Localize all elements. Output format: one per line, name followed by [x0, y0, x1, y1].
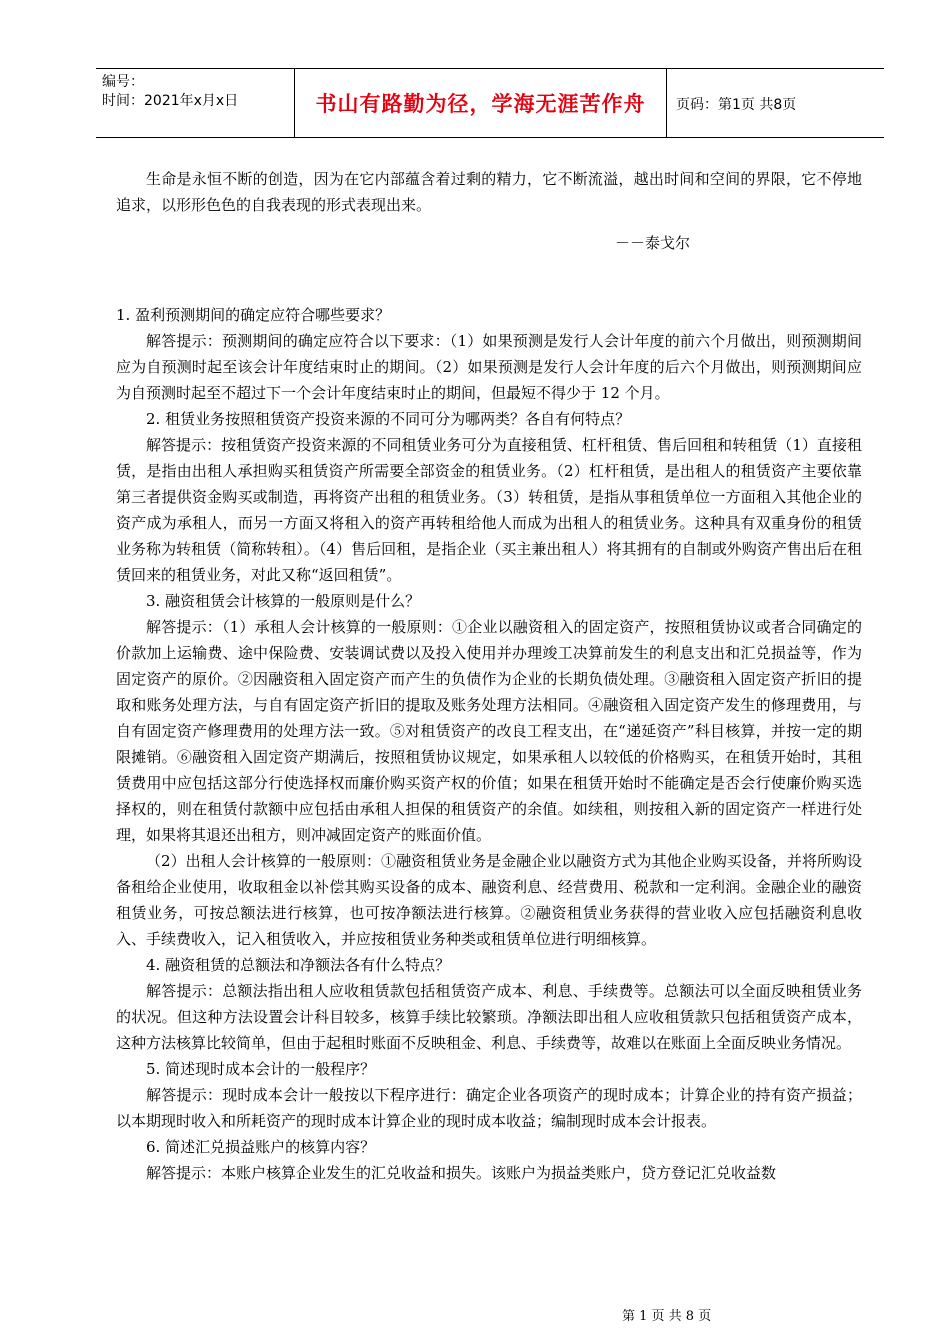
header-motto: 书山有路勤为径，学海无涯苦作舟: [315, 92, 646, 116]
answer-paragraph: 解答提示：现时成本会计一般按以下程序进行：确定企业各项资产的现时成本；计算企业的持有资产损益；以本期现时收入和所耗资产的现时成本计算企业的现时成本收益；编制现时成本会计报表。: [116, 1086, 862, 1130]
answer-paragraph: 解答提示：总额法指出租人应收租赁款包括租赁资产成本、利息、手续费等。总额法可以全面反映租赁业务的状况。但这种方法设置会计科目较多，核算手续比较繁琐。净额法即出租人应收租赁款只包括租赁资产成本，这种方法核算比较简单，但由于起租时账面不反映租金、利息、手续费等，故难以在账面上全面反映业务情况。: [116, 982, 862, 1052]
footer-page-number: 第 1 页 共 8 页: [622, 1309, 712, 1324]
answer-paragraph: 解答提示：本账户核算企业发生的汇兑收益和损失。该账户为损益类账户，贷方登记汇兑收益数: [146, 1164, 777, 1182]
question-heading: 4. 融资租赁的总额法和净额法各有什么特点？: [146, 956, 451, 974]
time-label: 时间：2021年x月x日: [102, 93, 239, 109]
epigraph-author: －－泰戈尔: [614, 234, 690, 252]
question-heading: 6. 简述汇兑损益账户的核算内容？: [146, 1138, 376, 1156]
document-body: [116, 166, 862, 1186]
serial-label: 编号：: [102, 74, 144, 90]
header-meta: [102, 73, 292, 111]
answer-paragraph: 解答提示：（1）承租人会计核算的一般原则：①企业以融资租入的固定资产，按照租赁协议或者合同确定的价款加上运输费、途中保险费、安装调试费以及投入使用并办理竣工决算前发生的利息支出和汇兑损益等，作为固定资产的原价。②因融资租入固定资产而产生的负债作为企业的长期负债处理。③融资租入固定资产折旧的提取和账务处理方法，与自有固定资产折旧的提取及账务处理方法相同。④融资租入固定资产发生的修理费用，与自有固定资产修理费用的处理方法一致。⑤对租赁资产的改良工程支出，在“递延资产”科目核算，并按一定的期限摊销。⑥融资租入固定资产期满后，按照租赁协议规定，如果承租人以较低的价格购买，在租赁开始时，其租赁费用中应包括这部分行使选择权而廉价购买资产权的价值；如果在租赁开始时不能确定是否会行使廉价购买选择权的，则在租赁付款额中应包括由承租人担保的租赁资产的余值。如续租，则按租入新的固定资产一样进行处理，如果将其退还出租方，则冲减固定资产的账面价值。: [116, 618, 862, 844]
answer-paragraph: 解答提示：预测期间的确定应符合以下要求：（1）如果预测是发行人会计年度的前六个月做出，则预测期间应为自预测时起至该会计年度结束时止的期间。（2）如果预测是发行人会计年度的后六个月做出，则预测期间应为自预测时起至不超过下一个会计年度结束时止的期间，但最短不得少于 12 个月。: [116, 332, 862, 402]
header-divider: [666, 69, 667, 137]
page-header: [96, 68, 884, 138]
question-heading: 2. 租赁业务按照租赁资产投资来源的不同可分为哪两类？各自有何特点？: [146, 410, 631, 428]
question-heading: 5. 简述现时成本会计的一般程序？: [146, 1060, 376, 1078]
question-heading: 3. 融资租赁会计核算的一般原则是什么？: [146, 592, 421, 610]
question-heading: 1. 盈利预测期间的确定应符合哪些要求？: [116, 306, 391, 324]
answer-paragraph: 解答提示：按租赁资产投资来源的不同租赁业务可分为直接租赁、杠杆租赁、售后回租和转租赁（1）直接租赁，是指由出租人承担购买租赁资产所需要全部资金的租赁业务。（2）杠杆租赁，是出租人的租赁资产主要依靠第三者提供资金购买或制造，再将资产出租的租赁业务。（3）转租赁，是指从事租赁单位一方面租入其他企业的资产成为承租人，而另一方面又将租入的资产再转租给他人而成为出租人的租赁业务。这种具有双重身份的租赁业务称为转租赁（简称转租）。（4）售后回租，是指企业（买主兼出租人）将其拥有的自制或外购资产售出后在租赁回来的租赁业务，对此又称“返回租赁”。: [116, 436, 862, 584]
epigraph-text: 生命是永恒不断的创造，因为在它内部蕴含着过剩的精力，它不断流溢，越出时间和空间的界限，它不停地追求，以形形色色的自我表现的形式表现出来。: [116, 170, 862, 214]
header-page-info: 页码：第1页 共8页: [676, 97, 797, 113]
answer-paragraph: （2）出租人会计核算的一般原则：①融资租赁业务是金融企业以融资方式为其他企业购买设备，并将所购设备租给企业使用，收取租金以补偿其购买设备的成本、融资利息、经营费用、税款和一定利润。金融企业的融资租赁业务，可按总额法进行核算，也可按净额法进行核算。②融资租赁业务获得的营业收入应包括融资利息收入、手续费收入，记入租赁收入，并应按租赁业务种类或租赁单位进行明细核算。: [116, 852, 862, 948]
